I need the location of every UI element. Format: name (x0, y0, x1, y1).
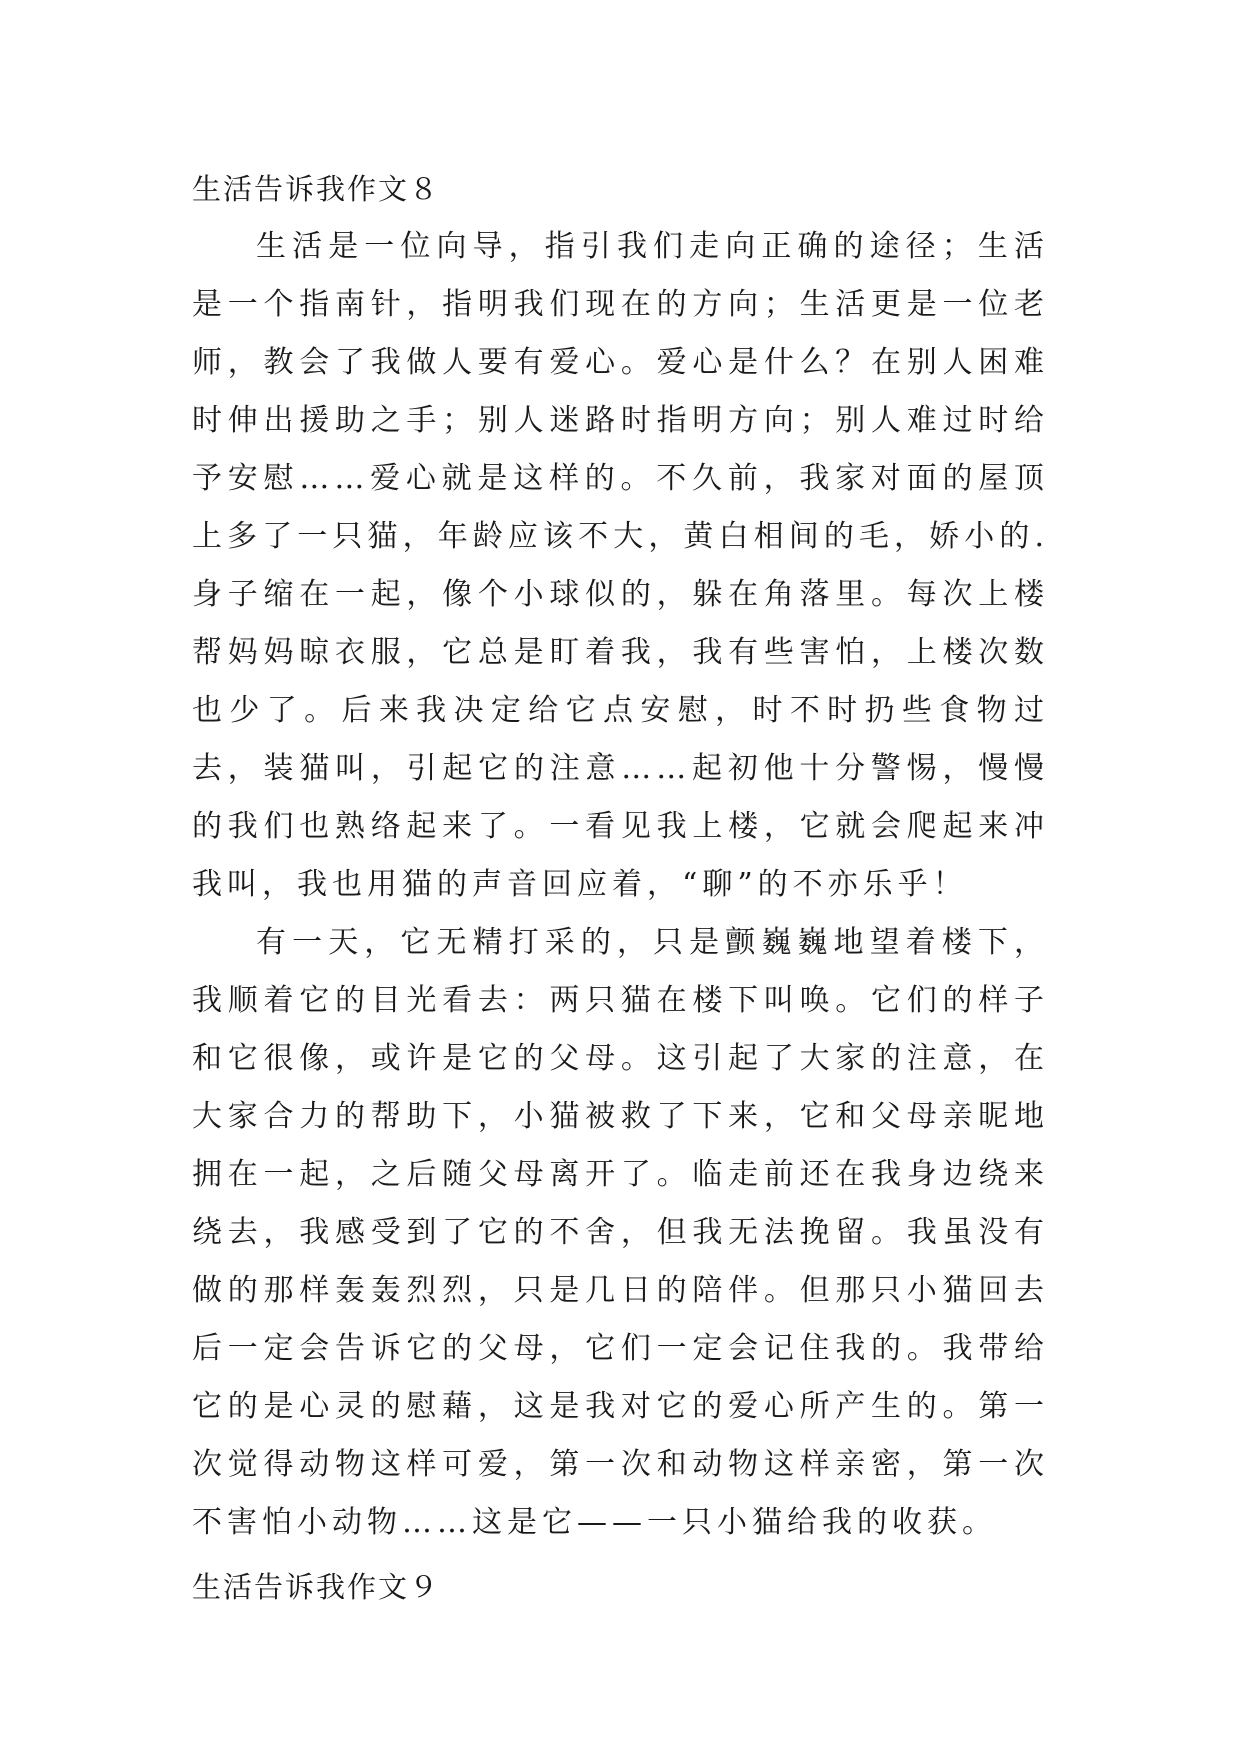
essay-heading-8: 生活告诉我作文８ (192, 172, 441, 206)
essay-paragraph-1: 生活是一位向导，指引我们走向正确的途径；生活是一个指南针，指明我们现在的方向；生活更是一位老师，教会了我做人要有爱心。爱心是什么？在别人困难时伸出援助之手；别人迷路时指明方向；别人难过时给予安慰……爱心就是这样的。不久前，我家对面的屋顶上多了一只猫，年龄应该不大，黄白相间的毛，娇小的.身子缩在一起，像个小球似的，躲在角落里。每次上楼帮妈妈晾衣服，它总是盯着我，我有些害怕，上楼次数也少了。后来我决定给它点安慰，时不时扔些食物过去，装猫叫，引起它的注意……起初他十分警惕，慢慢的我们也熟络起来了。一看见我上楼，它就会爬起来冲我叫，我也用猫的声音回应着，“聊”的不亦乐乎！ (192, 229, 1049, 902)
document-page (192, 160, 1049, 1616)
essay-paragraph-2: 有一天，它无精打采的，只是颤巍巍地望着楼下，我顺着它的目光看去：两只猫在楼下叫唤。它们的样子和它很像，或许是它的父母。这引起了大家的注意，在大家合力的帮助下，小猫被救了下来，它和父母亲昵地拥在一起，之后随父母离开了。临走前还在我身边绕来绕去，我感受到了它的不舍，但我无法挽留。我虽没有做的那样轰轰烈烈，只是几日的陪伴。但那只小猫回去后一定会告诉它的父母，它们一定会记住我的。我带给它的是心灵的慰藉，这是我对它的爱心所产生的。第一次觉得动物这样可爱，第一次和动物这样亲密，第一次不害怕小动物……这是它——一只小猫给我的收获。 (192, 925, 1049, 1540)
essay-heading-9: 生活告诉我作文９ (192, 1570, 441, 1604)
